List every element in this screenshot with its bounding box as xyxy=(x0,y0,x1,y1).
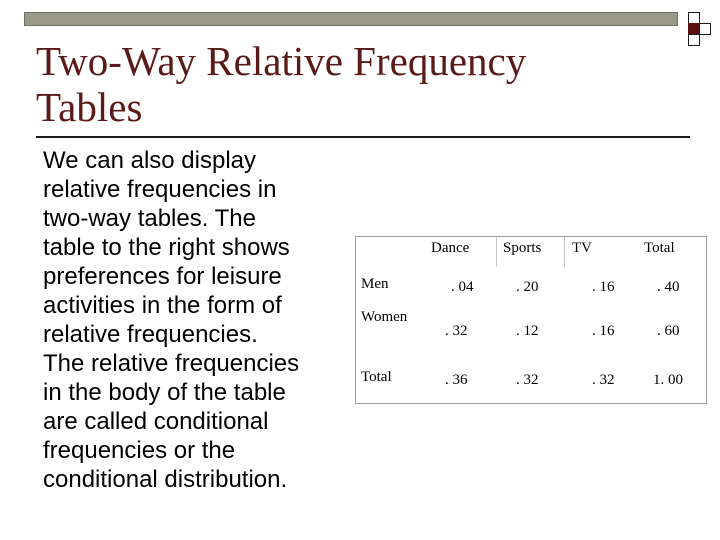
cell-total-tv: . 32 xyxy=(592,372,615,388)
column-divider xyxy=(564,237,565,267)
body-line: We can also display xyxy=(43,147,256,174)
cell-total-dance: . 36 xyxy=(445,372,468,388)
title-underline xyxy=(36,136,690,138)
body-line: in the body of the table xyxy=(43,379,286,406)
slide-title xyxy=(36,38,676,130)
body-line: table to the right shows xyxy=(43,234,290,261)
cell-women-tv: . 16 xyxy=(592,323,615,339)
slide-title-line-1: Two-Way Relative Frequency xyxy=(36,38,527,84)
cell-men-total: . 40 xyxy=(657,279,680,295)
cell-women-dance: . 32 xyxy=(445,323,468,339)
body-line: activities in the form of xyxy=(43,292,282,319)
cell-men-tv: . 16 xyxy=(592,279,615,295)
body-line: relative frequencies in xyxy=(43,176,277,203)
corner-square-icon xyxy=(688,34,700,46)
corner-square-icon xyxy=(699,23,711,35)
body-line: conditional distribution. xyxy=(43,466,288,493)
row-label-total: Total xyxy=(361,369,392,385)
body-line: The relative frequencies xyxy=(43,350,300,377)
header-total: Total xyxy=(644,240,675,256)
column-divider xyxy=(496,237,497,267)
body-line: preferences for leisure xyxy=(43,263,282,290)
bullet-square-icon xyxy=(34,155,44,165)
cell-total-sports: . 32 xyxy=(516,372,539,388)
cell-total-total: 1. 00 xyxy=(653,372,683,388)
relative-frequency-table xyxy=(355,236,707,404)
cell-women-total: . 60 xyxy=(657,323,680,339)
body-paragraph xyxy=(43,146,343,494)
header-sports: Sports xyxy=(503,240,542,256)
body-line: frequencies or the xyxy=(43,437,236,464)
body-line: are called conditional xyxy=(43,408,269,435)
cell-women-sports: . 12 xyxy=(516,323,539,339)
body-line: relative frequencies. xyxy=(43,321,258,348)
body-line: two-way tables. The xyxy=(43,205,256,232)
slide-title-line-2: Tables xyxy=(36,84,143,130)
row-label-women: Women xyxy=(361,309,408,325)
cell-men-sports: . 20 xyxy=(516,279,539,295)
header-dance: Dance xyxy=(431,240,470,256)
row-label-men: Men xyxy=(361,276,389,292)
decorative-top-bar xyxy=(24,12,678,26)
cell-men-dance: . 04 xyxy=(451,279,474,295)
header-tv: TV xyxy=(572,240,592,256)
